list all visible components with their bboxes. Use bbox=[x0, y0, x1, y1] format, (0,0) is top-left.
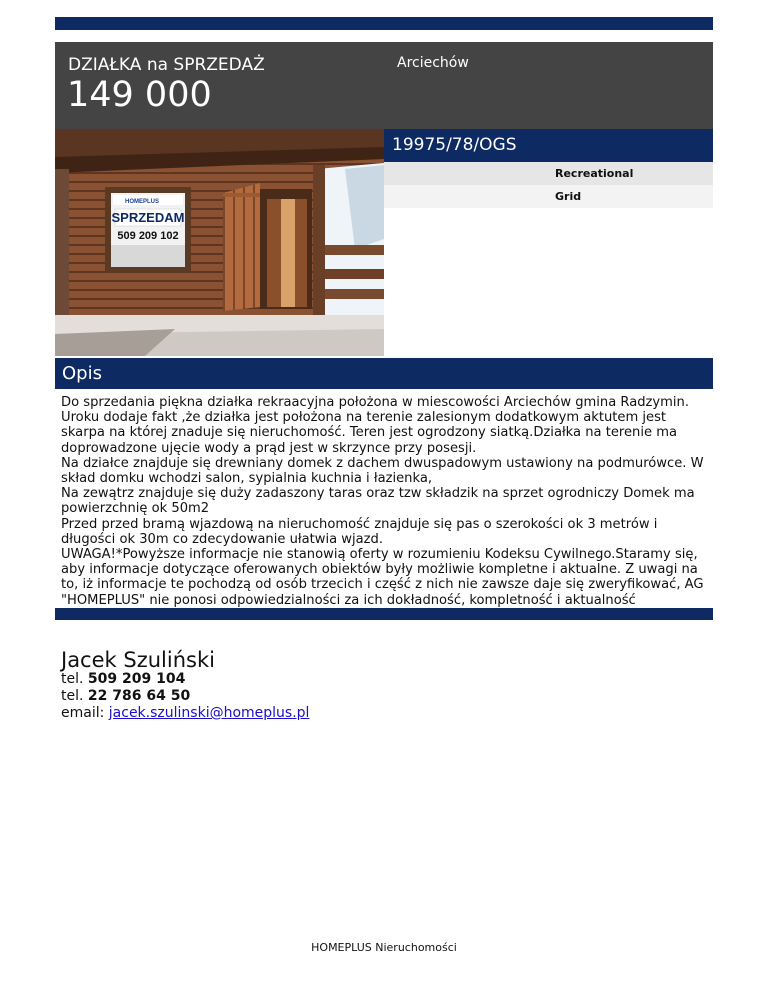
feature-label: Recreational bbox=[555, 167, 634, 180]
feature-row bbox=[384, 185, 713, 208]
description-heading-bar bbox=[55, 358, 713, 389]
phone-label: tel. bbox=[61, 671, 84, 687]
agent-phone-office bbox=[61, 688, 190, 704]
description-line: Do sprzedania piękna działka rekraacyjna położona w miescowości Arciechów gmina Radzymin. bbox=[61, 395, 690, 410]
description-line: Na działce znajduje się drewniany domek z dachem dwuspadowym ustawiony na podmurówce. W bbox=[61, 455, 704, 471]
listing-type: DZIAŁKA na SPRZEDAŻ bbox=[68, 55, 265, 75]
phone-label: tel. bbox=[61, 688, 84, 704]
description-line: to, iż informacje te pochodzą od osób trzecich i część z nich nie zawsze daje się zweryfikować, AG bbox=[61, 577, 704, 593]
description-line: powierzchnię ok 50m2 bbox=[61, 501, 210, 517]
listing-header bbox=[55, 42, 713, 129]
description-line: skarpa na której znaduje się nieruchomość. Teren jest ogrodzony siatką.Działka na terenie ma bbox=[61, 425, 677, 441]
sign-brand: HOMEPLUS bbox=[125, 199, 160, 205]
property-photo bbox=[55, 129, 384, 356]
description-line: doprowadzone ujęcie wody a prąd jest w skrzynce przy posesji. bbox=[61, 440, 477, 456]
description-line: skład domku wchodzi salon, sypialnia kuchnia i łazienka, bbox=[61, 471, 433, 487]
description-line: Przed przed bramą wjazdową na nieruchomość znajduje się pas o szerokości ok 3 metrów i bbox=[61, 516, 658, 532]
email-label: email: bbox=[61, 705, 105, 721]
description-line: Na zewątrz znajduje się duży zadaszony taras oraz tzw składzik na sprzet ogrodniczy Domek ma bbox=[61, 486, 695, 502]
agent-phone-mobile bbox=[61, 671, 185, 687]
footer-text: HOMEPLUS Nieruchomości bbox=[311, 941, 457, 954]
reference-bar bbox=[384, 129, 713, 162]
section-divider-bar bbox=[55, 608, 713, 620]
wooden-house-image bbox=[55, 129, 384, 356]
listing-reference: 19975/78/OGS bbox=[392, 135, 517, 155]
sign-title: SPRZEDAM bbox=[111, 210, 185, 225]
description-line: "HOMEPLUS" nie ponosi odpowiedzialności za ich dokładność, kompletność i aktualność bbox=[61, 592, 636, 608]
phone-number: 509 209 104 bbox=[87, 671, 186, 687]
description-text bbox=[61, 395, 709, 608]
description-heading: Opis bbox=[62, 363, 102, 384]
phone-number: 22 786 64 50 bbox=[87, 688, 191, 704]
email-link[interactable]: jacek.szulinski@homeplus.pl bbox=[108, 705, 310, 721]
listing-price: 149 000 bbox=[67, 75, 212, 115]
description-line: UWAGA!*Powyższe informacje nie stanowią oferty w rozumieniu Kodeksu Cywilnego.Staramy się, bbox=[61, 547, 698, 563]
feature-row bbox=[384, 162, 713, 185]
description-line: długości ok 30m co zdecydowanie ułatwia wjazd. bbox=[61, 531, 384, 547]
description-line: aby informacje dotyczące oferowanych obiektów były możliwie kompletne i aktualne. Z uwagi na bbox=[61, 562, 698, 578]
description-line: Uroku dodaje fakt ,że działka jest położona na terenie zalesionym dodatkowym aktutem jest bbox=[61, 410, 667, 426]
feature-label: Grid bbox=[555, 190, 582, 203]
agent-name: Jacek Szuliński bbox=[61, 648, 215, 672]
top-divider-bar bbox=[55, 17, 713, 30]
sign-phone: 509 209 102 bbox=[117, 230, 179, 242]
agent-email bbox=[61, 705, 309, 721]
listing-location: Arciechów bbox=[397, 55, 469, 71]
